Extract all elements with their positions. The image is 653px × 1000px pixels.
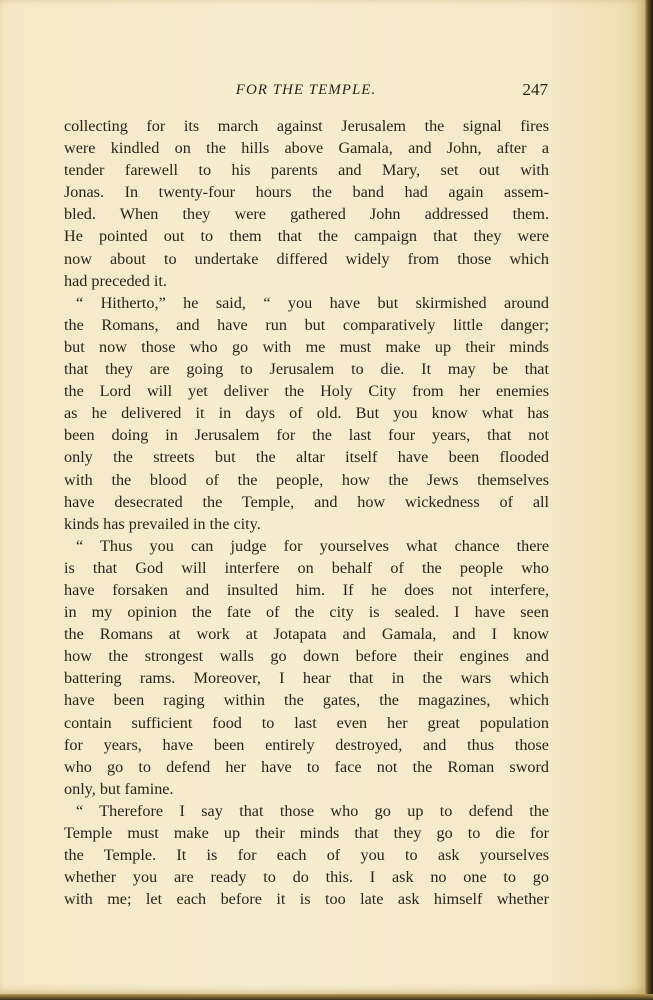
text-line: contain sufficient food to last even her great population [64, 713, 549, 732]
text-line: whether you are ready to do this. I ask no one to go [64, 868, 549, 887]
text-line: had preceded it. [64, 271, 167, 290]
text-line: have been raging within the gates, the magazines, which [64, 691, 549, 710]
text-line: with me; let each before it is too late ask himself whether [64, 890, 549, 909]
text-line: is that God will interfere on behalf of the people who [64, 558, 549, 577]
text-line: “ Hitherto,” he said, “ you have but skirmished around [76, 293, 549, 312]
text-line: “ Thus you can judge for yourselves what chance there [76, 536, 549, 555]
page-edge-right [645, 0, 653, 1000]
text-line: how the strongest walls go down before their engines and [64, 647, 549, 666]
text-line: with the blood of the people, how the Jews themselves [64, 470, 549, 489]
page-number: 247 [522, 80, 548, 99]
text-line: were kindled on the hills above Gamala, and John, after a [64, 139, 549, 158]
text-line: the Romans at work at Jotapata and Gamala, and I know [64, 625, 549, 644]
text-line: now about to undertake differed widely from those which [64, 249, 549, 268]
text-line: for years, have been entirely destroyed, and thus those [64, 735, 549, 754]
text-line: tender farewell to his parents and Mary, set out with [64, 161, 549, 180]
text-line: who go to defend her have to face not the Roman sword [64, 757, 549, 776]
text-line: battering rams. Moreover, I hear that in the wars which [64, 669, 549, 688]
running-head-title: FOR THE TEMPLE. [235, 82, 377, 98]
text-line: as he delivered it in days of old. But you know what has [64, 404, 549, 423]
text-line: only, but famine. [64, 779, 174, 798]
text-line: the Temple. It is for each of you to ask yourselves [64, 846, 549, 865]
text-line: He pointed out to them that the campaign that they were [64, 227, 549, 246]
text-line: have forsaken and insulted him. If he does not interfere, [64, 580, 549, 599]
text-line: the Romans, and have run but comparatively little danger; [64, 315, 549, 334]
running-head [64, 80, 548, 104]
text-line: that they are going to Jerusalem to die. It may be that [64, 360, 549, 379]
text-line: collecting for its march against Jerusalem the signal fires [64, 117, 549, 135]
page-edge-bottom [0, 994, 653, 1000]
text-line: have desecrated the Temple, and how wickedness of all [64, 492, 549, 511]
text-line: but now those who go with me must make up their minds [64, 337, 549, 356]
text-line: been doing in Jerusalem for the last four years, that not [64, 426, 549, 445]
text-line: the Lord will yet deliver the Holy City from her enemies [64, 382, 549, 401]
text-line: “ Therefore I say that those who go up to defend the [76, 801, 549, 820]
text-line: kinds has prevailed in the city. [64, 514, 261, 533]
text-line: only the streets but the altar itself have been flooded [64, 448, 549, 467]
body-text [64, 115, 549, 910]
text-line: Temple must make up their minds that they go to die for [64, 824, 549, 842]
text-line: in my opinion the fate of the city is sealed. I have seen [64, 603, 549, 622]
text-line: Jonas. In twenty-four hours the band had again assem- [64, 183, 549, 202]
text-line: bled. When they were gathered John addressed them. [64, 205, 549, 224]
